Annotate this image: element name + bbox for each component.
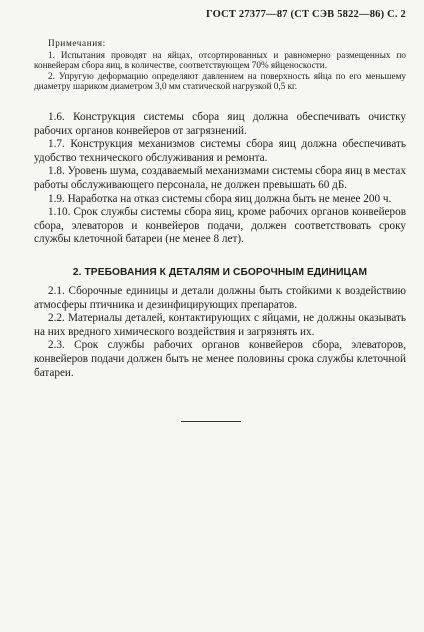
clause-1-7: 1.7. Конструкция механизмов системы сбора яиц должна обеспечивать удобство технического обслуживания и ремонта. (34, 138, 406, 164)
clause-1-6: 1.6. Конструкция системы сбора яиц должна обеспечивать очистку рабочих органов конвейеров от загрязнений. (34, 111, 406, 137)
section-1 (34, 111, 406, 247)
notes-title: Примечания: (48, 38, 106, 48)
notes-block (34, 38, 406, 92)
end-rule (181, 421, 241, 422)
clause-1-8: 1.8. Уровень шума, создаваемый механизмами системы сбора яиц в местах работы обслуживающего персонала, не должен превышать 60 дБ. (34, 165, 406, 191)
section-2-heading: 2. ТРЕБОВАНИЯ К ДЕТАЛЯМ И СБОРОЧНЫМ ЕДИНИЦАМ (72, 267, 368, 278)
clause-2-1: 2.1. Сборочные единицы и детали должны быть стойкими к воздействию атмосферы птичника и дезинфицирующих препаратов. (34, 285, 406, 311)
clause-2-2: 2.2. Материалы деталей, контактирующих с яйцами, не должны оказывать на них вредного химического воздействия и загрязнять их. (34, 312, 406, 338)
clause-1-9: 1.9. Наработка на отказ системы сбора яиц должна быть не менее 200 ч. (48, 192, 392, 205)
page-header: ГОСТ 27377—87 (СТ СЭВ 5822—86) С. 2 (205, 9, 406, 20)
clause-1-10: 1.10. Срок службы системы сбора яиц, кроме рабочих органов конвейеров сбора, элеваторов и конвейеров подачи, должен соответствовать сроку службы клеточной батареи (не менее 8 лет). (34, 206, 406, 246)
note-item: 2. Упругую деформацию определяют давлением на поверхность яйца по его меньшему диаметру шариком диаметром 3,0 мм статической нагрузкой 0,5 кг. (34, 70, 406, 92)
clause-2-3: 2.3. Срок службы рабочих органов конвейеров сбора, элеваторов, конвейеров подачи должен быть не менее половины срока службы клеточной батареи. (34, 339, 406, 379)
note-item: 1. Испытания проводят на яйцах, отсортированных и равномерно размещенных по конвейерам сбора яиц, в количестве, соответствующем 70% яйценоскости. (34, 49, 406, 71)
section-2 (34, 285, 406, 380)
